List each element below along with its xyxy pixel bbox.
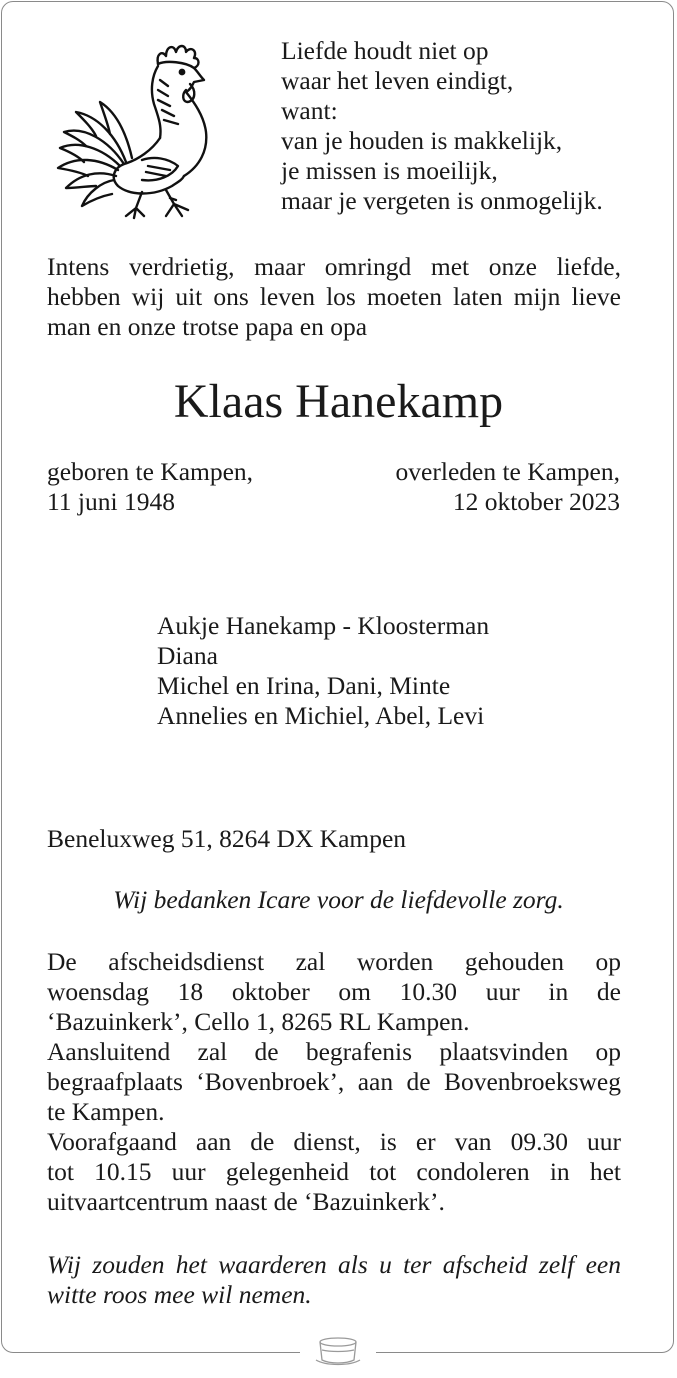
death-place: overleden te Kampen,: [395, 457, 620, 486]
service-line: begraafplaats ‘Bovenbroek’, aan de Bovenbroeksweg: [47, 1067, 621, 1096]
poem-line: want:: [281, 96, 338, 125]
service-line: De afscheidsdienst zal worden gehouden op: [47, 947, 621, 976]
intro-line: man en onze trotse papa en opa: [47, 312, 368, 341]
family-member: Aukje Hanekamp - Kloosterman: [157, 611, 490, 640]
family-member: Michel en Irina, Dani, Minte: [157, 671, 451, 700]
birth-date: 11 juni 1948: [47, 487, 175, 516]
service-line: Voorafgaand aan de dienst, is er van 09.30 uur: [47, 1127, 621, 1156]
poem-line: van je houden is makkelijk,: [281, 126, 563, 155]
poem-line: maar je vergeten is onmogelijk.: [281, 186, 603, 215]
rooster-icon: [54, 40, 218, 220]
poem-line: Liefde houdt niet op: [281, 36, 489, 65]
service-info: [47, 947, 621, 1217]
closing-request: [47, 1250, 621, 1310]
closing-line: Wij zouden het waarderen als u ter afscheid zelf een: [47, 1250, 621, 1279]
death-info: [396, 457, 620, 517]
service-line: Aansluitend zal de begrafenis plaatsvinden op: [47, 1037, 621, 1066]
hat-icon: [0, 1330, 677, 1378]
thanks-note: Wij bedanken Icare voor de liefdevolle zorg.: [113, 885, 564, 914]
service-line: woensdag 18 oktober om 10.30 uur in de: [47, 977, 621, 1006]
intro-text: [47, 252, 621, 342]
family-member: Annelies en Michiel, Abel, Levi: [157, 701, 485, 730]
family-member: Diana: [157, 641, 218, 670]
intro-line: Intens verdrietig, maar omringd met onze liefde,: [47, 252, 621, 281]
service-line: uitvaartcentrum naast de ‘Bazuinkerk’.: [47, 1187, 445, 1216]
deceased-name: Klaas Hanekamp: [173, 375, 504, 428]
poem-line: waar het leven eindigt,: [281, 66, 514, 95]
family-list: [157, 611, 489, 731]
service-line: te Kampen.: [47, 1097, 165, 1126]
death-date: 12 oktober 2023: [452, 487, 620, 516]
service-line: tot 10.15 uur gelegenheid tot condoleren in het: [47, 1157, 621, 1186]
poem-line: je missen is moeilijk,: [281, 156, 498, 185]
address: Beneluxweg 51, 8264 DX Kampen: [47, 824, 407, 853]
birth-info: [47, 457, 253, 517]
birth-place: geboren te Kampen,: [47, 457, 254, 486]
poem: [281, 36, 603, 216]
closing-line: witte roos mee wil nemen.: [47, 1280, 312, 1309]
service-line: ‘Bazuinkerk’, Cello 1, 8265 RL Kampen.: [47, 1007, 470, 1036]
intro-line: hebben wij uit ons leven los moeten laten mijn lieve: [47, 282, 621, 311]
